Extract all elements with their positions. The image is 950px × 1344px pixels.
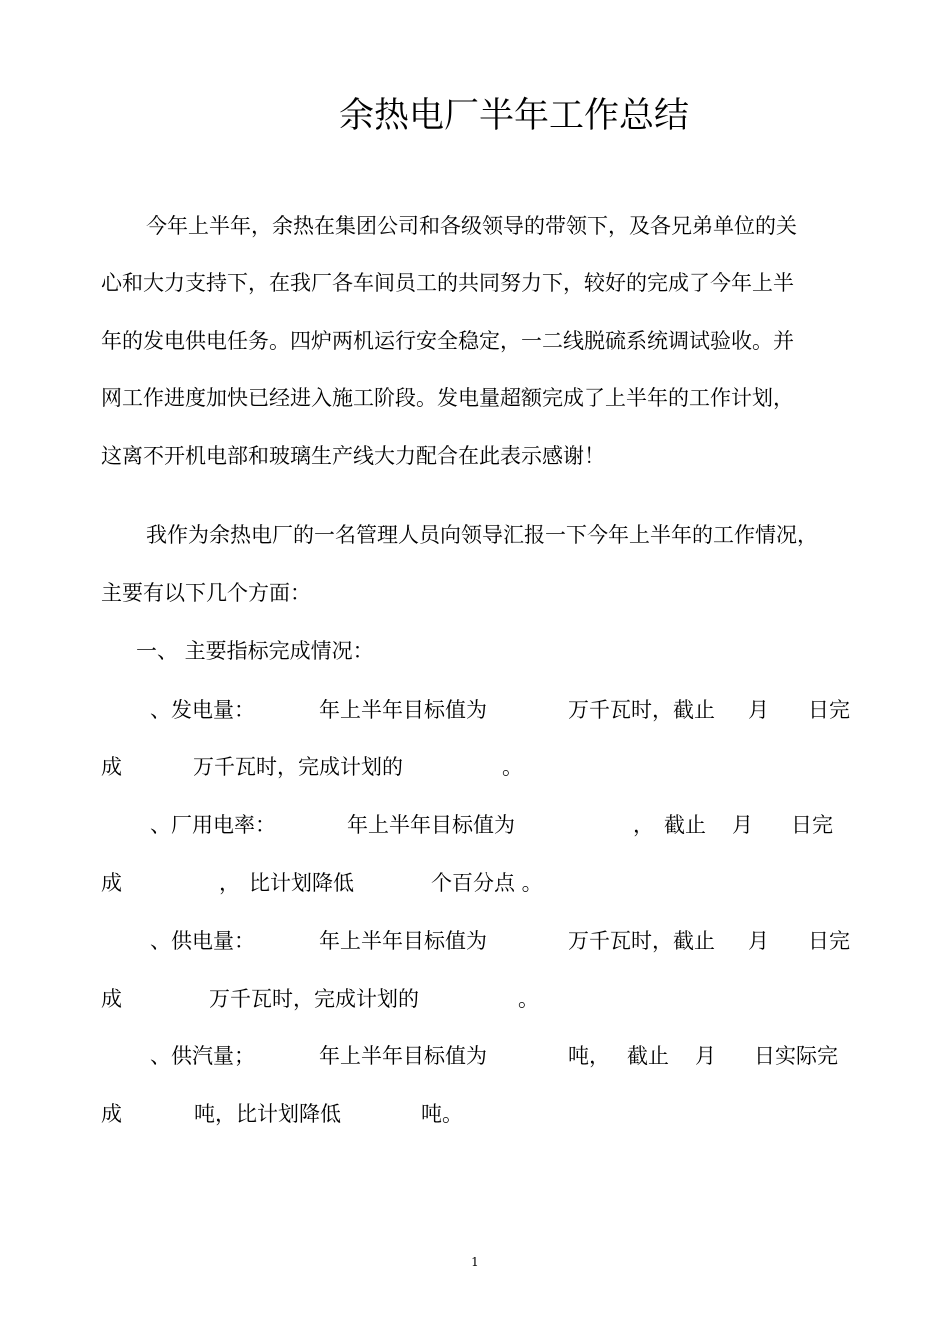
text-line: 主要有以下几个方面：: [101, 581, 311, 605]
item-text: 月: [695, 1044, 716, 1068]
item-text: 日完: [808, 929, 850, 953]
item-text: 日完: [808, 698, 850, 722]
item-text: 万千瓦时，截止: [568, 698, 715, 722]
item-text: 成: [101, 871, 122, 895]
section-heading: 一、 主要指标完成情况：: [136, 639, 374, 663]
item-text: 年上半年目标值为: [319, 698, 487, 722]
item-text: 月: [748, 929, 769, 953]
page-number: 1: [471, 1255, 479, 1269]
item-text: 年上半年目标值为: [319, 929, 487, 953]
item-text: 月: [732, 813, 753, 837]
item-text: 年上半年目标值为: [319, 1044, 487, 1068]
item-text: 万千瓦时，完成计划的: [193, 755, 403, 779]
item-label: 、供汽量；: [150, 1044, 255, 1068]
item-text: 万千瓦时，完成计划的: [209, 987, 419, 1011]
text-line: 年的发电供电任务。四炉两机运行安全稳定，一二线脱硫系统调试验收。并: [101, 329, 794, 353]
item-text: 截止: [627, 1044, 669, 1068]
item-text: ，: [633, 813, 654, 837]
item-text: 截止: [664, 813, 706, 837]
text-line: 我作为余热电厂的一名管理人员向领导汇报一下今年上半年的工作情况，: [146, 523, 818, 547]
item-label: 、厂用电率：: [150, 813, 276, 837]
item-text: 吨，: [568, 1044, 610, 1068]
item-text: 成: [101, 987, 122, 1011]
page-title: 余热电厂半年工作总结: [338, 96, 689, 136]
text-line: 网工作进度加快已经进入施工阶段。发电量超额完成了上半年的工作计划，: [101, 386, 794, 410]
item-text: 月: [748, 698, 769, 722]
item-text: 日实际完: [754, 1044, 838, 1068]
item-text: 万千瓦时，截止: [568, 929, 715, 953]
item-text: 日完: [791, 813, 833, 837]
item-text: 吨，比计划降低: [194, 1102, 341, 1126]
item-text: 。: [518, 987, 539, 1011]
item-label: 、发电量：: [150, 698, 255, 722]
item-text: 年上半年目标值为: [347, 813, 515, 837]
item-text: ，: [219, 871, 240, 895]
item-text: 个百分点 。: [431, 871, 543, 895]
item-text: 吨。: [421, 1102, 463, 1126]
item-text: 成: [101, 1102, 122, 1126]
text-line: 心和大力支持下，在我厂各车间员工的共同努力下，较好的完成了今年上半: [101, 271, 794, 295]
item-text: 。: [502, 755, 523, 779]
item-label: 、供电量：: [150, 929, 255, 953]
text-line: 今年上半年，余热在集团公司和各级领导的带领下，及各兄弟单位的关: [146, 214, 797, 238]
item-text: 成: [101, 755, 122, 779]
text-line: 这离不开机电部和玻璃生产线大力配合在此表示感谢！: [101, 444, 605, 468]
item-text: 比计划降低: [249, 871, 354, 895]
